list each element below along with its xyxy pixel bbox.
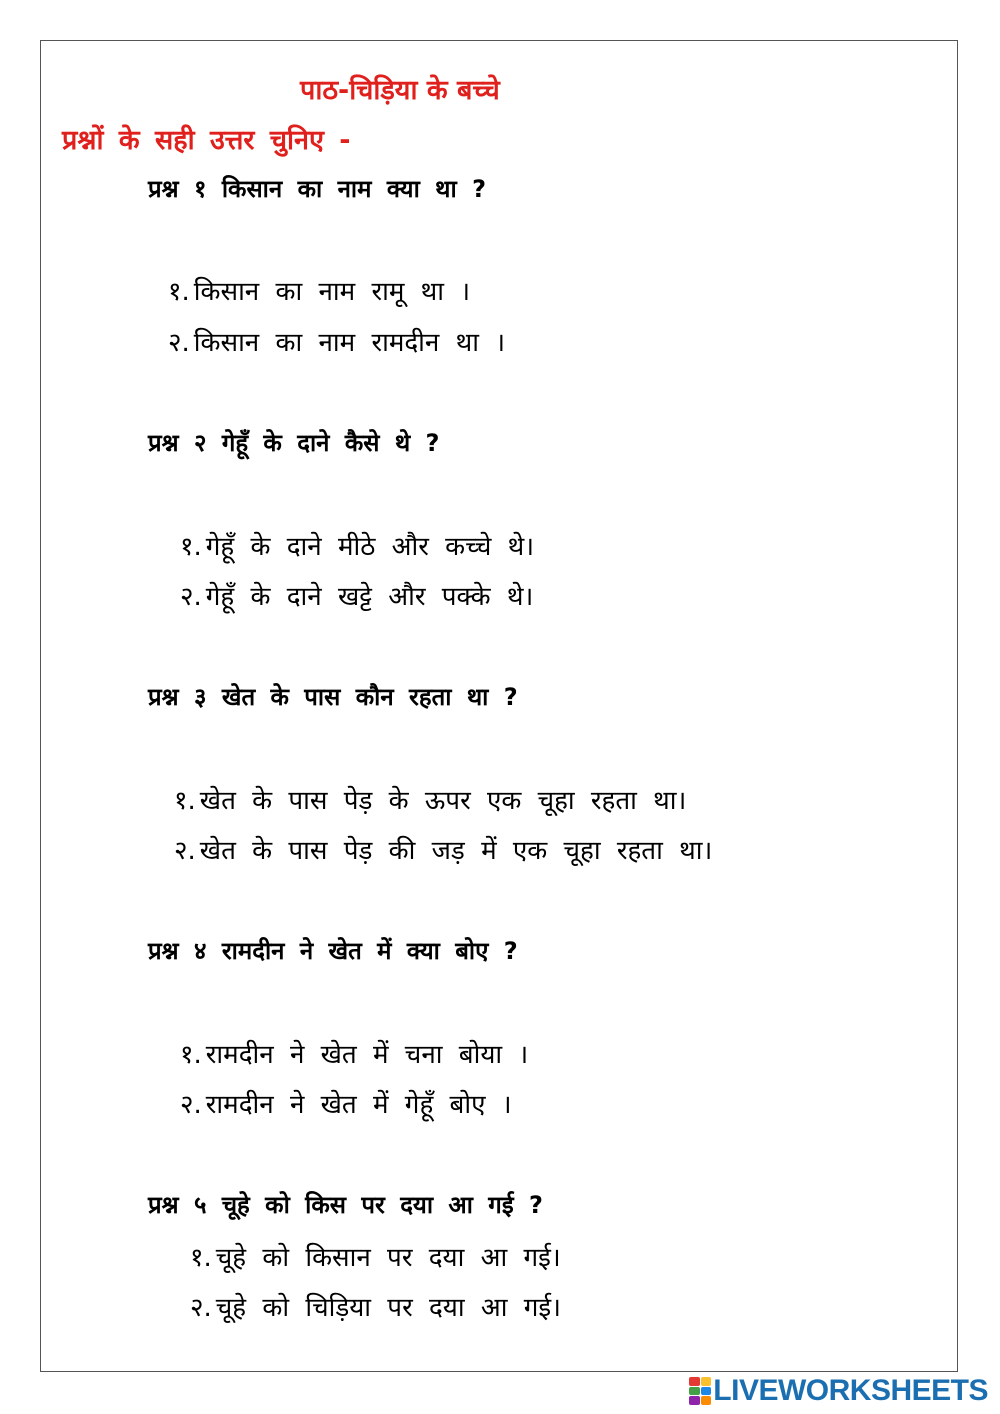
option-text: किसान का नाम रामदीन था । — [193, 328, 506, 358]
question-4-option-1[interactable] — [180, 1035, 528, 1071]
question-2-option-1[interactable] — [180, 527, 534, 563]
question-2-option-2[interactable] — [180, 577, 533, 613]
option-number: २. — [180, 1090, 202, 1120]
logo-block — [689, 1377, 700, 1386]
question-3: प्रश्न ३ खेत के पास कौन रहता था ? — [148, 683, 518, 711]
brand-name: LIVEWORKSHEETS — [713, 1374, 988, 1407]
option-text: गेहूँ के दाने मीठे और कच्चे थे। — [205, 532, 535, 562]
question-2: प्रश्न २ गेहूँ के दाने कैसे थे ? — [148, 429, 440, 457]
question-4-option-2[interactable] — [180, 1085, 512, 1121]
option-number: १. — [174, 786, 196, 816]
option-text: किसान का नाम रामू था । — [193, 277, 471, 307]
option-text: रामदीन ने खेत में गेहूँ बोए । — [205, 1090, 512, 1120]
question-3-option-2[interactable] — [174, 831, 712, 867]
option-text: खेत के पास पेड़ के ऊपर एक चूहा रहता था। — [199, 786, 687, 816]
question-3-option-1[interactable] — [174, 781, 686, 817]
option-number: २. — [180, 582, 202, 612]
option-number: १. — [180, 1040, 202, 1070]
logo-mark-icon — [689, 1377, 711, 1405]
question-1-option-2[interactable] — [168, 323, 505, 359]
logo-block — [701, 1387, 712, 1396]
instruction-text: प्रश्नों के सही उत्तर चुनिए - — [62, 125, 351, 156]
question-5: प्रश्न ५ चूहे को किस पर दया आ गई ? — [148, 1191, 543, 1219]
question-4: प्रश्न ४ रामदीन ने खेत में क्या बोए ? — [148, 937, 518, 965]
option-number: २. — [190, 1293, 212, 1323]
option-text: चूहे को चिड़िया पर दया आ गई। — [215, 1293, 561, 1323]
option-number: २. — [168, 328, 190, 358]
option-number: १. — [190, 1243, 212, 1273]
question-5-option-1[interactable] — [190, 1238, 561, 1274]
logo-block — [701, 1377, 712, 1386]
question-1-option-1[interactable] — [168, 272, 470, 308]
page-title: पाठ-चिड़िया के बच्चे — [300, 75, 500, 106]
option-text: चूहे को किसान पर दया आ गई। — [215, 1243, 561, 1273]
liveworksheets-logo[interactable] — [689, 1374, 988, 1408]
logo-block — [701, 1396, 712, 1405]
question-1: प्रश्न १ किसान का नाम क्या था ? — [148, 175, 486, 203]
option-text: रामदीन ने खेत में चना बोया । — [205, 1040, 529, 1070]
logo-block — [689, 1396, 700, 1405]
question-5-option-2[interactable] — [190, 1288, 561, 1324]
logo-block — [689, 1387, 700, 1396]
option-number: २. — [174, 836, 196, 866]
option-text: खेत के पास पेड़ की जड़ में एक चूहा रहता था। — [199, 836, 713, 866]
option-number: १. — [168, 277, 190, 307]
option-text: गेहूँ के दाने खट्टे और पक्के थे। — [205, 582, 534, 612]
option-number: १. — [180, 532, 202, 562]
